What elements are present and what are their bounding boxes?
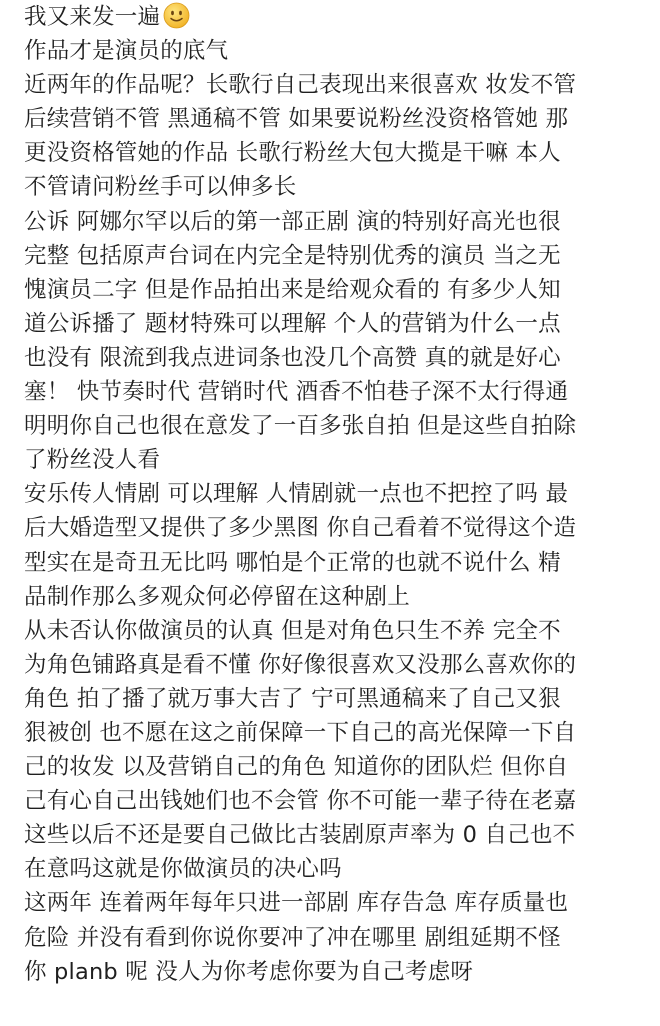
text-line: 从未否认你做演员的认真 但是对角色只生不养 完全不 [24, 617, 561, 644]
text-line: 了粉丝没人看 [24, 447, 161, 474]
text-line: 更没资格管她的作品 长歌行粉丝大包大揽是干嘛 本人 [24, 140, 561, 167]
text-line: 危险 并没有看到你说你要冲了冲在哪里 剧组延期不怪 [24, 924, 561, 951]
text-line: 公诉 阿娜尔罕以后的第一部正剧 演的特别好高光也很 [24, 208, 561, 235]
text-line: 道公诉播了 题材特殊可以理解 个人的营销为什么一点 [24, 310, 561, 337]
text-line: 你 planb 呢 没人为你考虑你要为自己考虑呀 [24, 958, 474, 985]
slightly-smiling-face-icon [163, 2, 190, 29]
text-line: 这些以后不还是要自己做比古装剧原声率为 0 自己也不 [24, 822, 576, 849]
text-line: 后续营销不管 黑通稿不管 如果要说粉丝没资格管她 那 [24, 106, 569, 133]
text-line-content: 我又来发一遍 [24, 4, 161, 30]
text-line: 品制作那么多观众何必停留在这种剧上 [24, 583, 410, 610]
text-line: 为角色铺路真是看不懂 你好像很喜欢又没那么喜欢你的 [24, 651, 577, 678]
text-line: 己有心自己出钱她们也不会管 你不可能一辈子待在老嘉 [24, 788, 577, 815]
text-line: 愧演员二字 但是作品拍出来是给观众看的 有多少人知 [24, 276, 561, 303]
text-line: 也没有 限流到我点进词条也没几个高赞 真的就是好心 [24, 344, 561, 371]
text-line: 塞！ 快节奏时代 营销时代 酒香不怕巷子深不太行得通 [24, 379, 569, 406]
text-line: 后大婚造型又提供了多少黑图 你自己看着不觉得这个造 [24, 515, 577, 542]
text-line: 己的妆发 以及营销自己的角色 知道你的团队烂 但你自 [24, 754, 569, 781]
text-line: 安乐传人情剧 可以理解 人情剧就一点也不把控了吗 最 [24, 481, 569, 508]
text-line: 近两年的作品呢？长歌行自己表现出来很喜欢 妆发不管 [24, 72, 577, 99]
text-line: 不管请问粉丝手可以伸多长 [24, 174, 297, 201]
text-line: 角色 拍了播了就万事大吉了 宁可黑通稿来了自己又狠 [24, 685, 561, 712]
text-line: 这两年 连着两年每年只进一部剧 库存告急 库存质量也 [24, 890, 569, 917]
text-line [24, 0, 644, 34]
text-line: 在意吗这就是你做演员的决心吗 [24, 856, 342, 883]
text-line: 型实在是奇丑无比吗 哪怕是个正常的也就不说什么 精 [24, 549, 561, 576]
text-line: 明明你自己也很在意发了一百多张自拍 但是这些自拍除 [24, 413, 577, 440]
text-line: 完整 包括原声台词在内完全是特别优秀的演员 当之无 [24, 242, 561, 269]
text-line: 作品才是演员的底气 [24, 38, 229, 65]
text-line: 狠被创 也不愿在这之前保障一下自己的高光保障一下自 [24, 719, 577, 746]
post-text [24, 0, 644, 989]
